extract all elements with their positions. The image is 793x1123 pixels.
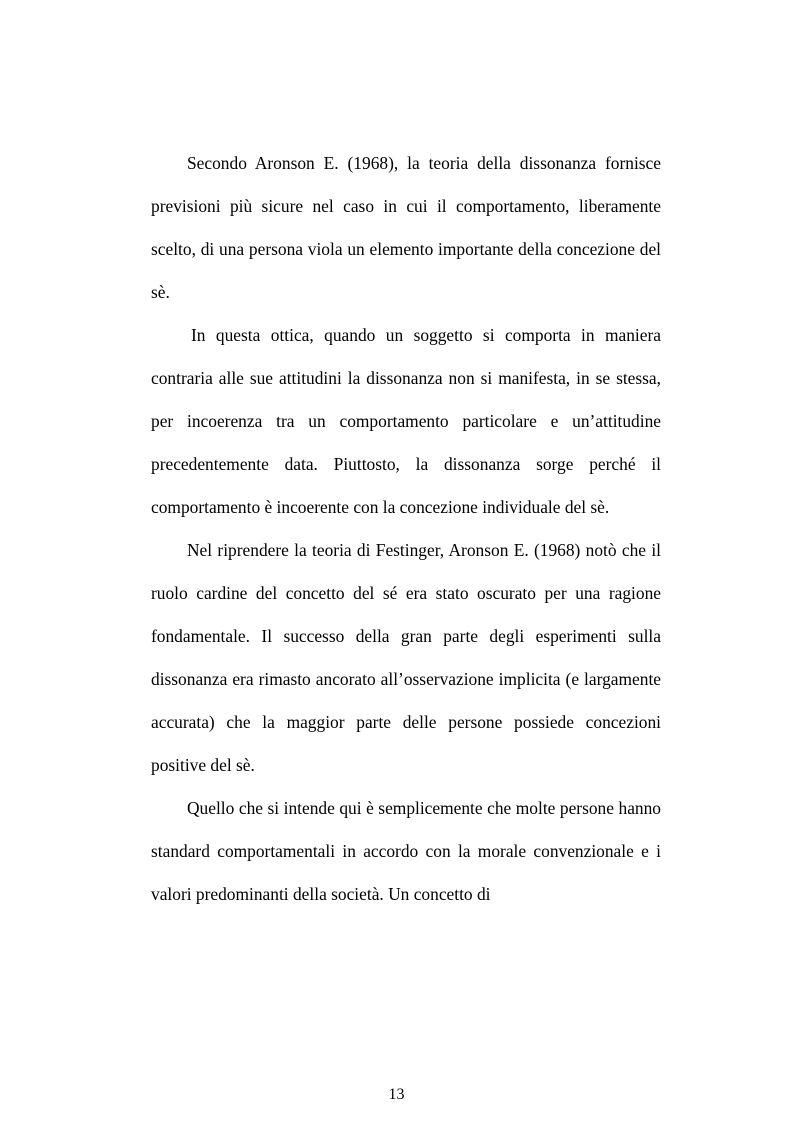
- paragraph-3: Nel riprendere la teoria di Festinger, Aronson E. (1968) notò che il ruolo cardine del concetto del sé era stato oscurato per una ragione fondamentale. Il successo della gran parte degli esperimenti sulla dissonanza era rimasto ancorato all’osservazione implicita (e largamente accurata) che la maggior parte delle persone possiede concezioni positive del sè.: [151, 540, 661, 775]
- page-number: 13: [388, 1086, 405, 1103]
- paragraph-4: Quello che si intende qui è semplicemente che molte persone hanno standard comportamentali in accordo con la morale convenzionale e i valori predominanti della società. Un concetto di: [151, 798, 661, 904]
- paragraph-2: In questa ottica, quando un soggetto si comporta in maniera contraria alle sue attitudini la dissonanza non si manifesta, in se stessa, per incoerenza tra un comportamento particolare e un’attitudine precedentemente data. Piuttosto, la dissonanza sorge perché il comportamento è incoerente con la concezione individuale del sè.: [151, 325, 661, 517]
- paragraph-1: Secondo Aronson E. (1968), la teoria della dissonanza fornisce previsioni più sicure nel caso in cui il comportamento, liberamente scelto, di una persona viola un elemento importante della concezione del sè.: [151, 153, 661, 302]
- body-text: [151, 142, 661, 916]
